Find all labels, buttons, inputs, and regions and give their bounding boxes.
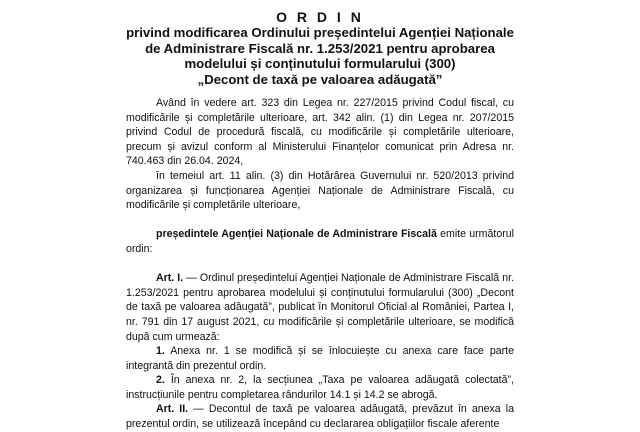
- issuer-paragraph: [126, 227, 514, 256]
- preamble-paragraph: Având în vedere art. 323 din Legea nr. 227/2015 privind Codul fiscal, cu modificările și completările ulterioare, art. 342 alin. (1) din Legea nr. 207/2015 privind Codul de procedură fiscală, cu modificările și completările ulterioare, precum și avizul conform al Ministerului Finanțelor comunicat prin Adresa nr. 740.463 din 26.04. 2024,: [126, 97, 514, 168]
- article-2-label: Art. II.: [156, 403, 189, 416]
- document-body: [126, 96, 514, 432]
- document-title: O R D I N: [276, 9, 364, 25]
- subtitle-line: modelului și conținutului formularului (300): [184, 56, 456, 71]
- article-2: [126, 402, 514, 431]
- article-2-text: — Decontul de taxă pe valoarea adăugată, prevăzut în anexa la prezentul ordin, se utilizează începând cu declararea obligațiilor fiscale aferente: [126, 403, 514, 431]
- issuer-statement: emite următorul ordin:: [126, 228, 514, 255]
- subtitle-line: „Decont de taxă pe valoarea adăugată”: [197, 71, 443, 87]
- subtitle-line: de Administrare Fiscală nr. 1.253/2021 pentru aprobarea: [145, 40, 495, 56]
- item-1-number: 1.: [156, 345, 165, 358]
- item-2-number: 2.: [156, 374, 165, 387]
- document-subtitle: [90, 25, 550, 87]
- item-2-text: În anexa nr. 2, la secțiunea „Taxa pe valoarea adăugată colectată”, instrucțiunile pentru completarea rândurilor 14.1 și 14.2 se abrogă.: [126, 374, 514, 401]
- article-1-label: Art. I.: [156, 272, 184, 285]
- article-1-item-1: [126, 344, 514, 373]
- article-1-text: — Ordinul președintelui Agenției Naționale de Administrare Fiscală nr. 1.253/2021 pentru aprobarea modelului și conținutului formularului (300) „Decont de taxă pe valoarea adăugată”, publicat în Monitorul Oficial al României, Partea I, nr. 791 din 17 august 2021, cu modificările și completările ulterioare, se modifică după cum urmează:: [126, 272, 514, 343]
- subtitle-line: privind modificarea Ordinului președintelui Agenției Naționale: [126, 25, 514, 40]
- article-1: [126, 271, 514, 344]
- item-1-text: Anexa nr. 1 se modifică și se înlocuiește cu anexa care face parte integrantă din prezentul ordin.: [126, 345, 514, 372]
- legal-basis-paragraph: în temeiul art. 11 alin. (3) din Hotărârea Guvernului nr. 520/2013 privind organizarea și funcționarea Agenției Naționale de Administrare Fiscală, cu modificările și completările ulterioare,: [126, 169, 514, 212]
- article-1-item-2: [126, 373, 514, 402]
- issuer-name: președintele Agenției Naționale de Administrare Fiscală: [156, 228, 437, 241]
